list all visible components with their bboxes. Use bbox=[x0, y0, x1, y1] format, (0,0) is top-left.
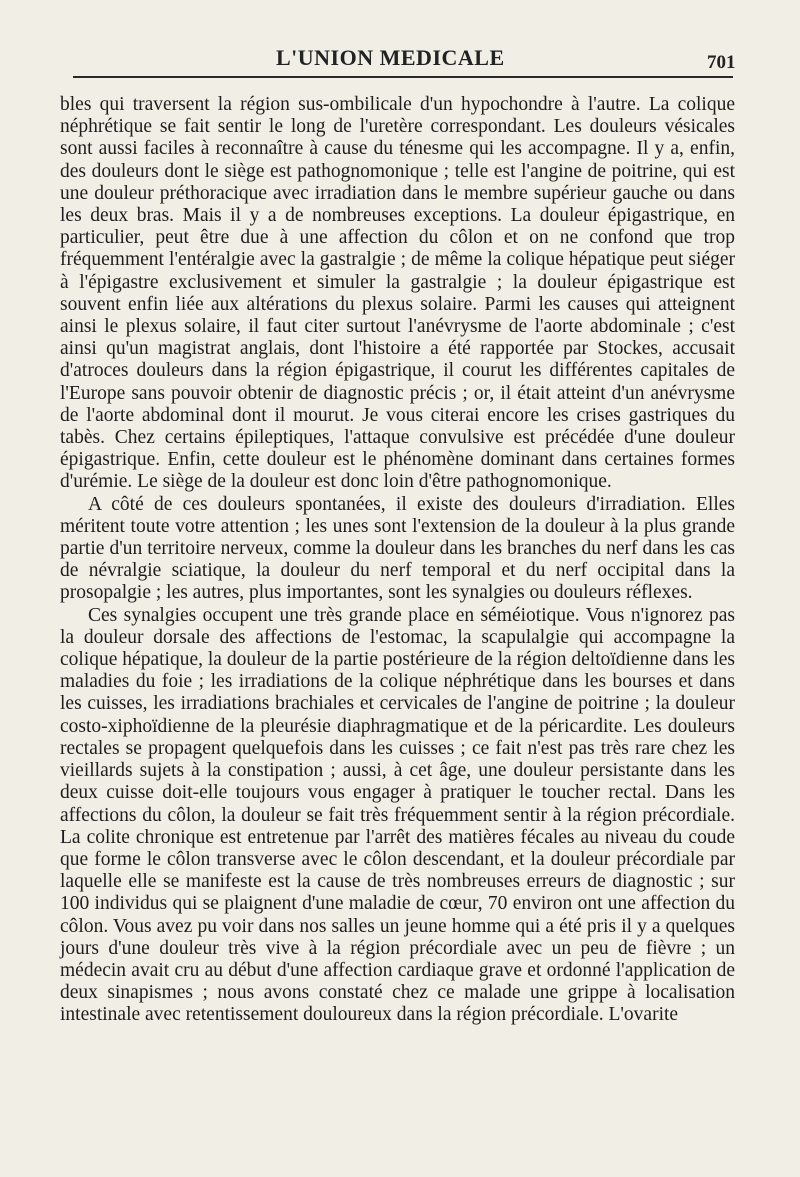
paragraph-1: bles qui traversent la région sus-ombilicale d'un hypochondre à l'autre. La colique néphrétique se fait sentir le long de l'uretère correspondant. Les douleurs vésicales sont aussi faciles à reconnaître à cause du ténesme qui les accompagne. Il y a, enfin, des douleurs dont le siège est pathognomonique ; telle est l'angine de poitrine, qui est une douleur préthoracique avec irradiation dans le membre supérieur gauche ou dans les deux bras. Mais il y a de nombreuses exceptions. La douleur épigastrique, en particulier, peut être due à une affection du côlon et on ne confond que trop fréquemment l'entéralgie avec la gastralgie ; de même la colique hépatique peut siéger à l'épigastre exclusivement et simuler la gastralgie ; la douleur épigastrique est souvent enfin liée aux altérations du plexus solaire. Parmi les causes qui atteignent ainsi le plexus solaire, il faut citer surtout l'anévrysme de l'aorte abdominale ; c'est ainsi qu'un magistrat anglais, dont l'histoire a été rapportée par Stockes, accusait d'atroces douleurs dans la région épigastrique, il courut les différentes capitales de l'Europe sans pouvoir obtenir de diagnostic précis ; or, il était atteint d'un anévrysme de l'aorte abdominal dont il mourut. Je vous citerai encore les crises gastriques du tabès. Chez certains épileptiques, l'attaque convulsive est précédée d'une douleur épigastrique. Enfin, cette douleur est le phénomène dominant dans certaines formes d'urémie. Le siège de la douleur est donc loin d'être pathognomonique. bbox=[60, 94, 735, 493]
page-number: 701 bbox=[707, 52, 736, 73]
paragraph-2: A côté de ces douleurs spontanées, il existe des douleurs d'irradiation. Elles méritent toute votre attention ; les unes sont l'extension de la douleur à la plus grande partie d'un territoire nerveux, comme la douleur dans les branches du nerf dans les cas de névralgie sciatique, la douleur du nerf temporal et du nerf occipital dans la prosopalgie ; les autres, plus importantes, sont les synalgies ou douleurs réflexes. bbox=[60, 493, 735, 604]
page-header bbox=[0, 0, 800, 90]
body-text bbox=[60, 94, 735, 1142]
journal-title: L'UNION MEDICALE bbox=[276, 45, 505, 70]
header-rule bbox=[73, 76, 733, 78]
paragraph-3: Ces synalgies occupent une très grande place en séméiotique. Vous n'ignorez pas la douleur dorsale des affections de l'estomac, la scapulalgie qui accompagne la colique hépatique, la douleur de la partie postérieure de la région deltoïdienne dans les maladies du foie ; les irradiations de la colique néphrétique dans les bourses et dans les cuisses, les irradiations brachiales et cervicales de l'angine de poitrine ; la douleur costo-xiphoïdienne de la pleurésie diaphragmatique et de la péricardite. Les douleurs rectales se propagent quelquefois dans les cuisses ; ce fait n'est pas très rare chez les vieillards sujets à la constipation ; aussi, à cet âge, une douleur persistante dans les deux cuisse doit-elle toujours vous engager à pratiquer le toucher rectal. Dans les affections du côlon, la douleur se fait très fréquemment sentir à la région précordiale. La colite chronique est entretenue par l'arrêt des matières fécales au niveau du coude que forme le côlon transverse avec le côlon descendant, et la douleur précordiale par laquelle elle se manifeste est la cause de très nombreuses erreurs de diagnostic ; sur 100 individus qui se plaignent d'une maladie de cœur, 70 environ ont une affection du côlon. Vous avez pu voir dans nos salles un jeune homme qui a été pris il y a quelques jours d'une douleur très vive à la région précordiale avec un peu de fièvre ; un médecin avait cru au début d'une affection cardiaque grave et ordonné l'application de deux sinapismes ; nous avons constaté chez ce malade une grippe à localisation intestinale avec retentissement douloureux dans la région précordiale. L'ovarite bbox=[60, 604, 735, 1026]
